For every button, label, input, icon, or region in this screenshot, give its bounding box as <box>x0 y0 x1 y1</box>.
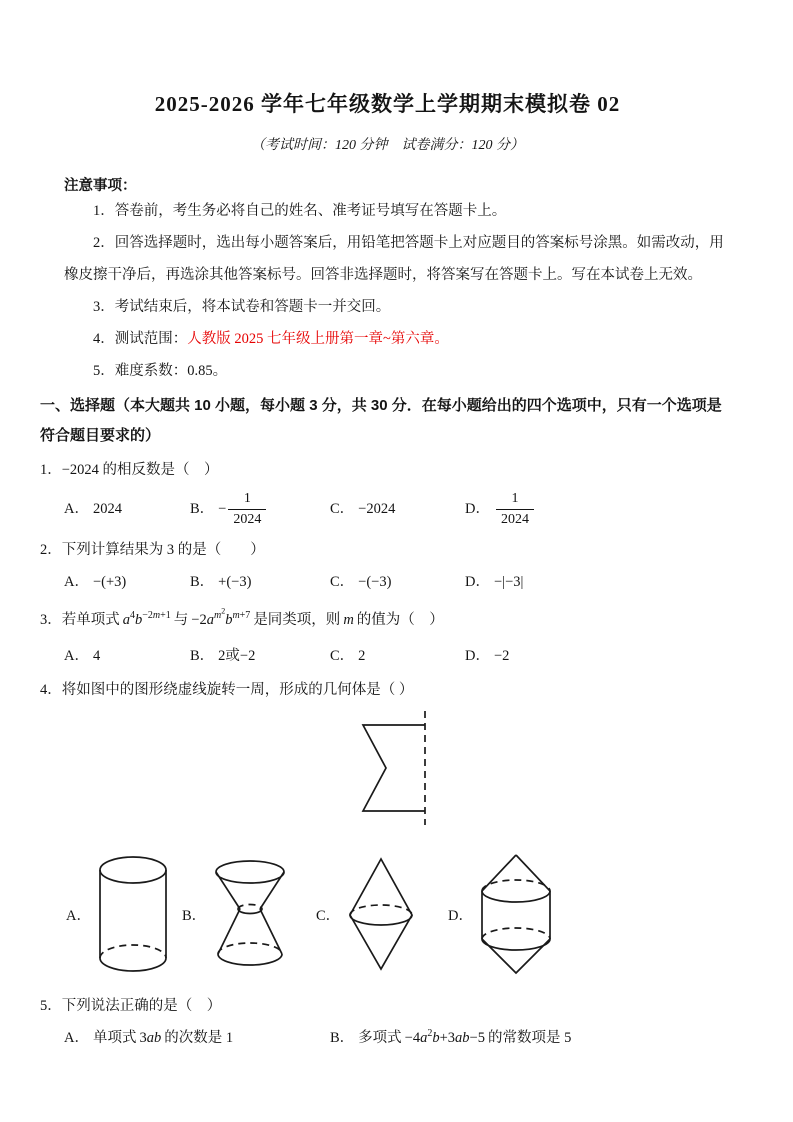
notice-item-2: 2．回答选择题时，选出每小题答案后，用铅笔把答题卡上对应题目的答案标号涂黑。如需改动，用橡皮擦干净后，再选涂其他答案标号。回答非选择题时，将答案写在答题卡上。写在本试卷上无效。 <box>64 235 724 283</box>
monomial-3ab: 3ab <box>139 1030 162 1046</box>
q5-option-a: A． 单项式 3ab 的次数是 1 <box>64 1023 330 1053</box>
q4-option-c-label: C． <box>316 907 341 924</box>
q4-option-a-label: A． <box>66 907 91 924</box>
q4-option-b-label: B． <box>182 907 207 924</box>
q4-option-d-label: D． <box>448 907 473 924</box>
notice-item-1: 1．答卷前，考生务必将自己的姓名、准考证号填写在答题卡上。 <box>93 203 507 219</box>
question-5-options <box>64 1023 735 1053</box>
pennant-figure-icon <box>355 709 445 827</box>
test-range-highlight: 人教版 2025 七年级上册第一章~第六章。 <box>187 331 449 347</box>
q3-option-d: D． −2 <box>465 648 510 664</box>
q2-option-a: A． −(+3) <box>64 574 127 590</box>
exam-meta: （考试时间：120 分钟 试卷满分：120 分） <box>251 138 524 153</box>
monomial-2: $-2a^{m^2}b^{m+7}$ <box>191 606 251 628</box>
q4-option-d <box>448 853 552 975</box>
q4-option-b <box>182 859 286 969</box>
question-4-stem: 4．将如图中的图形绕虚线旋转一周，形成的几何体是（ ） <box>40 682 414 698</box>
q1-option-d: D． $\frac{1}{2024}$ <box>465 487 534 531</box>
q4-option-a <box>66 855 168 973</box>
question-3-stem: 3．若单项式 $a^4b^{-2m+1}$ 与 $-2a^{m^2}b^{m+7}$ 是同类项，则 m 的值为（ ） <box>40 606 444 628</box>
question-2-options <box>64 567 735 597</box>
q1-option-c: C． −2024 <box>330 501 396 517</box>
q5-option-b: B． 多项式 $-4a^2b+3ab-5$ 的常数项是 5 <box>330 1023 571 1053</box>
question-1-options <box>64 487 735 531</box>
page-title: 2025-2026 学年七年级数学上学期期末模拟卷 02 <box>154 92 621 116</box>
q3-option-a: A． 4 <box>64 648 101 664</box>
fraction: $\frac{1}{2024}$ <box>228 490 266 528</box>
q2-option-b: B． +(−3) <box>190 574 252 590</box>
notice-item-4 <box>64 323 735 355</box>
q4-option-c <box>316 857 414 971</box>
q3-option-b: B． 2或−2 <box>190 648 256 664</box>
rotation-figure <box>355 709 735 829</box>
monomial-1: $a^4b^{-2m+1}$ <box>122 610 171 628</box>
question-3-options <box>64 641 735 671</box>
cylinder-with-cone-ends-icon <box>480 853 552 975</box>
notice-section <box>64 174 735 387</box>
fraction: $\frac{1}{2024}$ <box>496 490 534 528</box>
bicone-icon <box>348 857 414 971</box>
q2-option-d: D． −|−3| <box>465 574 524 590</box>
question-2-stem: 2．下列计算结果为 3 的是（ ） <box>40 542 265 558</box>
section-1-heading: 一、选择题（本大题共 10 小题，每小题 3 分，共 30 分．在每小题给出的四个选项中，只有一个选项是符合题目要求的） <box>40 397 722 444</box>
question-4-shape-options <box>66 853 735 975</box>
notice-item-3: 3．考试结束后，将本试卷和答题卡一并交回。 <box>93 299 391 315</box>
question-5-stem: 5．下列说法正确的是（ ） <box>40 998 222 1014</box>
q1-option-a: A． 2024 <box>64 501 122 517</box>
notice-heading: 注意事项： <box>64 178 137 194</box>
cylinder-icon <box>98 855 168 973</box>
q1-option-b: B． − $\frac{1}{2024}$ <box>190 487 330 531</box>
q2-option-c: C． −(−3) <box>330 574 392 590</box>
notice-item-4-prefix: 4．测试范围： <box>93 331 188 347</box>
double-truncated-cone-icon <box>214 859 286 969</box>
q3-option-c: C． 2 <box>330 648 366 664</box>
polynomial: $-4a^2b+3ab-5$ <box>404 1028 485 1046</box>
notice-item-5: 5．难度系数：0.85。 <box>93 363 228 379</box>
question-1-stem: 1．−2024 的相反数是（ ） <box>40 462 219 478</box>
